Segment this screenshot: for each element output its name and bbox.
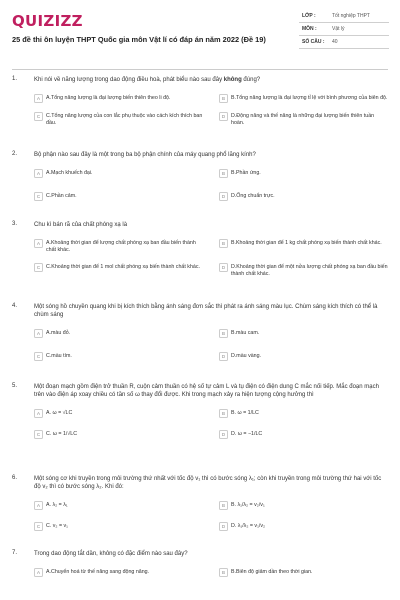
question-4: [12, 303, 388, 383]
option-letter-box: B: [219, 169, 228, 178]
document-title: 25 đề thi ôn luyện THPT Quốc gia môn Vật lí có đáp án năm 2022 (Đề 19): [12, 35, 266, 44]
option-c[interactable]: [34, 522, 203, 531]
question-3: [12, 221, 388, 303]
option-c[interactable]: [34, 112, 203, 127]
option-text: C. ω = 1/√LC: [46, 431, 78, 437]
option-letter-box: C: [34, 352, 43, 361]
option-text: B.màu cam.: [231, 330, 260, 336]
options-grid: [34, 568, 388, 577]
question-head: [12, 303, 388, 319]
question-7: [12, 550, 388, 590]
option-text: C.màu tím.: [46, 353, 72, 359]
option-d[interactable]: [219, 430, 388, 439]
quizizz-logo: QUIZIZZ: [12, 12, 83, 30]
question-text: Một đoạn mạch gồm điện trở thuần R, cuộn cảm thuần có hệ số tự cảm L và tụ điện có điện dung C mắc nối tiếp. Mắc đoạn mạch trên vào điện áp xoay chiều có tần số ω thay đổi được. Khi trong mạch xảy ra hiện tượng cộng hưởng thì: [34, 384, 379, 398]
meta-value: Tốt nghiệp THPT: [332, 13, 370, 19]
option-letter-box: A: [34, 169, 43, 178]
question-number: 7.: [12, 550, 18, 556]
meta-row-subject: [299, 23, 389, 36]
options-grid: [34, 501, 388, 531]
option-text: D.màu vàng.: [231, 353, 262, 359]
question-head: [12, 221, 388, 229]
option-a[interactable]: [34, 169, 203, 178]
option-text: C.Tổng năng lượng của con lắc phụ thuộc vào cách kích thích ban đầu.: [46, 113, 203, 126]
option-letter-box: A: [34, 329, 43, 338]
option-d[interactable]: [219, 112, 388, 127]
option-letter-box: D: [219, 192, 228, 201]
option-text: A.Chuyển hoá từ thế năng sang động năng.: [46, 569, 150, 575]
option-letter-box: D: [219, 430, 228, 439]
question-text-part: đúng?: [241, 77, 261, 83]
option-d[interactable]: [219, 352, 388, 361]
option-text: D.Khoảng thời gian để một nửa lượng chất phóng xạ ban đầu biến thành chất khác.: [231, 264, 388, 277]
option-a[interactable]: [34, 329, 203, 338]
question-head: [12, 151, 388, 159]
option-letter-box: A: [34, 568, 43, 577]
option-text: C.Phần cảm.: [46, 193, 77, 199]
option-a[interactable]: [34, 568, 203, 577]
option-text: A.Mạch khuếch đại.: [46, 170, 93, 176]
option-text: B. λ₁/λ₂ = v₂/v₁: [231, 502, 265, 508]
option-c[interactable]: [34, 430, 203, 439]
options-grid: [34, 409, 388, 439]
option-b[interactable]: [219, 329, 388, 338]
option-text: D. λ₁/λ₂ = v₁/v₂: [231, 523, 266, 529]
option-d[interactable]: [219, 263, 388, 278]
option-letter-box: D: [219, 352, 228, 361]
option-text: A.Tổng năng lượng là đại lượng biến thiên theo li độ.: [46, 95, 171, 101]
option-text: D. ω = −1/LC: [231, 431, 263, 437]
question-text: [34, 76, 388, 84]
option-letter-box: B: [219, 94, 228, 103]
question-head: [12, 383, 388, 399]
option-a[interactable]: [34, 501, 203, 510]
option-c[interactable]: [34, 352, 203, 361]
question-head: [12, 475, 388, 491]
option-b[interactable]: [219, 409, 388, 418]
meta-value: Vật lý: [332, 26, 345, 32]
option-text: B.Tổng năng lượng là đại lượng tỉ lệ với bình phương của biên độ.: [231, 95, 388, 101]
option-text: D.Ống chuẩn trực.: [231, 193, 275, 199]
option-letter-box: D: [219, 112, 228, 121]
question-text: Chu kì bán rã của chất phóng xạ là: [34, 222, 128, 228]
option-d[interactable]: [219, 522, 388, 531]
options-grid: [34, 169, 388, 201]
option-letter-box: A: [34, 239, 43, 248]
option-letter-box: C: [34, 112, 43, 121]
question-number: 4.: [12, 303, 18, 309]
document-header: [12, 10, 388, 66]
meta-label: MÔN :: [302, 26, 317, 32]
question-head: [12, 76, 388, 84]
option-text: B.Biên độ giảm dần theo thời gian.: [231, 569, 313, 575]
option-text: A. ω = √LC: [46, 410, 73, 416]
option-letter-box: A: [34, 501, 43, 510]
option-b[interactable]: [219, 239, 388, 254]
question-text-bold: không: [223, 77, 242, 83]
question-text: Một sóng hồ chuyền quang khi bị kích thích bằng ánh sáng đơn sắc thì phát ra ánh sáng màu lục. Chùm sáng kích thích có thể là chùm sáng: [34, 304, 378, 318]
meta-row-count: [299, 36, 389, 49]
option-letter-box: B: [219, 409, 228, 418]
option-letter-box: B: [219, 239, 228, 248]
option-letter-box: C: [34, 430, 43, 439]
option-text: A. λ₂ = λ₁: [46, 502, 68, 508]
option-text: D.Động năng và thế năng là những đại lượng biến thiên tuần hoàn.: [231, 113, 375, 126]
header-divider: [12, 69, 388, 70]
question-1: [12, 76, 388, 151]
option-c[interactable]: [34, 192, 203, 201]
question-6: [12, 475, 388, 550]
option-letter-box: B: [219, 329, 228, 338]
option-a[interactable]: [34, 409, 203, 418]
option-c[interactable]: [34, 263, 203, 278]
question-text: Trong dao động tắt dần, không có đặc điểm nào sau đây?: [34, 551, 188, 557]
option-letter-box: A: [34, 94, 43, 103]
option-letter-box: A: [34, 409, 43, 418]
question-head: [12, 550, 388, 558]
option-letter-box: C: [34, 263, 43, 272]
question-2: [12, 151, 388, 221]
meta-table: [299, 10, 389, 49]
option-a[interactable]: [34, 239, 203, 254]
options-grid: [34, 329, 388, 361]
option-letter-box: C: [34, 192, 43, 201]
meta-value: 40: [332, 39, 338, 45]
option-text: A.Khoảng thời gian để lượng chất phóng xạ ban đầu biến thành chất khác.: [46, 240, 196, 253]
question-text: Bộ phận nào sau đây là một trong ba bộ phận chính của máy quang phổ lăng kính?: [34, 152, 256, 158]
option-b[interactable]: [219, 169, 388, 178]
option-letter-box: D: [219, 522, 228, 531]
option-letter-box: B: [219, 568, 228, 577]
option-text: B.Phần ứng.: [231, 170, 261, 176]
question-number: 2.: [12, 151, 18, 157]
option-a[interactable]: [34, 94, 203, 103]
option-letter-box: D: [219, 263, 228, 272]
question-number: 1.: [12, 76, 18, 82]
question-number: 5.: [12, 383, 18, 389]
option-b[interactable]: [219, 568, 388, 577]
option-letter-box: B: [219, 501, 228, 510]
meta-label: LỚP :: [302, 13, 316, 19]
options-grid: [34, 94, 388, 127]
option-b[interactable]: [219, 94, 388, 103]
option-letter-box: C: [34, 522, 43, 531]
option-text: B. ω = 1/LC: [231, 410, 259, 416]
options-grid: [34, 239, 388, 278]
meta-label: SỐ CÂU :: [302, 39, 325, 45]
option-b[interactable]: [219, 501, 388, 510]
option-text: B.Khoảng thời gian để 1 kg chất phóng xạ biến thành chất khác.: [231, 240, 382, 246]
question-5: [12, 383, 388, 475]
option-text: C. v₂ = v₁: [46, 523, 68, 529]
question-number: 3.: [12, 221, 18, 227]
question-text-part: Khi nói về năng lượng trong dao động điều hoà, phát biểu nào sau đây: [34, 77, 224, 83]
meta-row-class: [299, 10, 389, 23]
option-d[interactable]: [219, 192, 388, 201]
question-list: [12, 76, 388, 590]
option-text: C.Khoảng thời gian để 1 mol chất phóng xạ biến thành chất khác.: [46, 264, 200, 270]
question-text: Một sóng cơ khi truyền trong môi trường thứ nhất với tốc độ v₁ thì có bước sóng λ₁; còn khi truyền trong môi trường thứ hai với tốc độ v₂ thì có bước sóng λ₂. Khi đó:: [34, 476, 382, 490]
option-text: A.màu đỏ.: [46, 330, 71, 336]
question-number: 6.: [12, 475, 18, 481]
